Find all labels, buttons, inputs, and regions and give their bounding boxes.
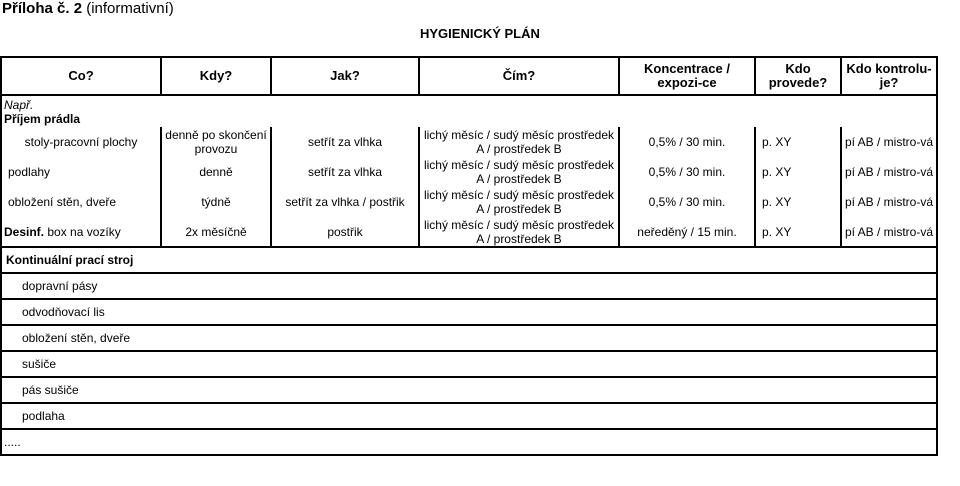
row-cim: lichý měsíc / sudý měsíc prostředek A / prostředek B xyxy=(419,157,619,187)
row-co: obložení stěn, dveře xyxy=(1,187,161,217)
header-kdo-kontroluje: Kdo kontrolu-je? xyxy=(841,57,937,95)
row-jak: setřít za vlhka / postřik xyxy=(271,187,419,217)
section2-row xyxy=(1,247,937,273)
row-kdo-provede: p. XY xyxy=(755,187,841,217)
row-kdo-provede: p. XY xyxy=(755,217,841,247)
row-kdo-provede: p. XY xyxy=(755,157,841,187)
section2-label: Kontinuální prací stroj xyxy=(1,247,937,273)
row-co: podlahy xyxy=(1,157,161,187)
header-cim: Čím? xyxy=(419,57,619,95)
row-koncentrace: 0,5% / 30 min. xyxy=(619,187,755,217)
header-kdy: Kdy? xyxy=(161,57,271,95)
row-cim: lichý měsíc / sudý měsíc prostředek A / prostředek B xyxy=(419,187,619,217)
header-koncentrace: Koncentrace / expozi-ce xyxy=(619,57,755,95)
list-item xyxy=(1,429,937,455)
example-row xyxy=(1,95,937,127)
table-row xyxy=(1,217,937,247)
example-cell xyxy=(1,95,937,127)
row-cim: lichý měsíc / sudý měsíc prostředek A / prostředek B xyxy=(419,127,619,157)
list-item xyxy=(1,273,937,299)
list-item-label: dopravní pásy xyxy=(1,273,937,299)
header-kdo-provede: Kdo provede? xyxy=(755,57,841,95)
list-item-label: obložení stěn, dveře xyxy=(1,325,937,351)
table-row xyxy=(1,187,937,217)
document-title: Příloha č. 2 (informativní) xyxy=(2,0,174,17)
list-item xyxy=(1,377,937,403)
table-row xyxy=(1,157,937,187)
example-label: Např. xyxy=(4,97,34,112)
header-jak: Jak? xyxy=(271,57,419,95)
row-kdy: 2x měsíčně xyxy=(161,217,271,247)
table-row xyxy=(1,127,937,157)
list-item-label: odvodňovací lis xyxy=(1,299,937,325)
row-co: Desinf. box na vozíky xyxy=(1,217,161,247)
row-jak: postřik xyxy=(271,217,419,247)
plan-heading: HYGIENICKÝ PLÁN xyxy=(420,26,540,41)
row-jak: setřít za vlhka xyxy=(271,127,419,157)
row-kdy: týdně xyxy=(161,187,271,217)
row-kdo-kontroluje: pí AB / mistro-vá xyxy=(841,187,937,217)
list-item xyxy=(1,351,937,377)
list-item xyxy=(1,325,937,351)
row-koncentrace: neředěný / 15 min. xyxy=(619,217,755,247)
row-kdy: denně xyxy=(161,157,271,187)
row-kdo-kontroluje: pí AB / mistro-vá xyxy=(841,217,937,247)
list-item-label: sušiče xyxy=(1,351,937,377)
row-kdo-kontroluje: pí AB / mistro-vá xyxy=(841,127,937,157)
header-co: Co? xyxy=(1,57,161,95)
list-item-label: pás sušiče xyxy=(1,377,937,403)
row-kdy: denně po skončení provozu xyxy=(161,127,271,157)
header-row xyxy=(1,57,937,95)
row-kdo-kontroluje: pí AB / mistro-vá xyxy=(841,157,937,187)
list-item xyxy=(1,403,937,429)
list-item-label: ..... xyxy=(1,429,937,455)
example-section: Příjem prádla xyxy=(4,111,81,126)
row-kdo-provede: p. XY xyxy=(755,127,841,157)
row-koncentrace: 0,5% / 30 min. xyxy=(619,127,755,157)
row-koncentrace: 0,5% / 30 min. xyxy=(619,157,755,187)
row-co: stoly-pracovní plochy xyxy=(1,127,161,157)
hygiene-plan-table xyxy=(0,56,938,456)
list-item-label: podlaha xyxy=(1,403,937,429)
row-cim: lichý měsíc / sudý měsíc prostředek A / prostředek B xyxy=(419,217,619,247)
row-jak: setřít za vlhka xyxy=(271,157,419,187)
list-item xyxy=(1,299,937,325)
